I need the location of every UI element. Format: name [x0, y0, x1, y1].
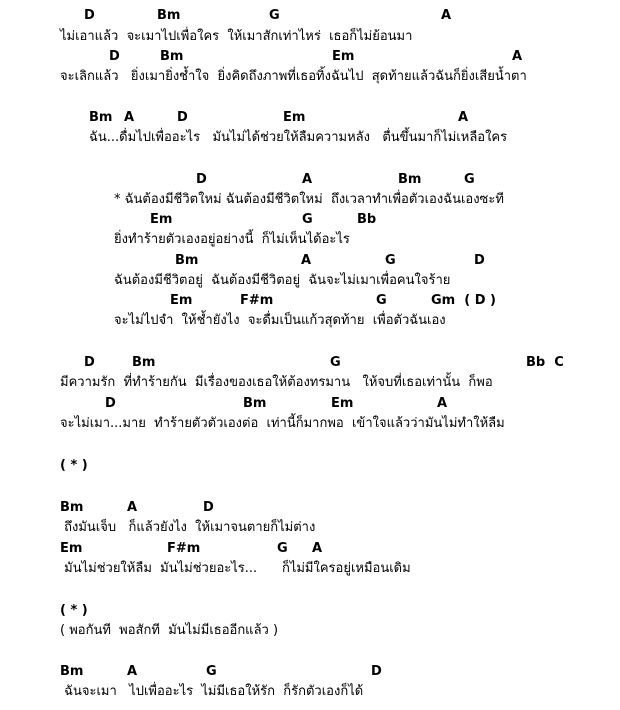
chord-label: A	[302, 172, 313, 187]
lyric-line: ยิ่งทำร้ายตัวเองอยู่อย่างนี้ ก็ไม่เห็นได้อะไร	[114, 232, 350, 247]
chord-label: G	[206, 664, 217, 679]
chord-label: A	[441, 8, 452, 23]
chord-label: G	[302, 212, 313, 227]
chord-label: A	[301, 253, 312, 268]
lyric-line: มันไม่ช่วยให้ลืม มันไม่ช่วยอะไร... ก็ไม่มีใครอยู่เหมือนเดิม	[60, 561, 411, 576]
chord-label: D	[84, 8, 95, 23]
chord-label: Bb C	[526, 355, 564, 370]
chord-label: D	[203, 500, 214, 515]
chord-label: A	[127, 500, 138, 515]
chord-label: A	[437, 396, 448, 411]
chord-label: G	[269, 8, 280, 23]
lyric-line: จะไม่เมา...มาย ทำร้ายตัวตัวเองต่อ เท่านี้ก็มากพอ เข้าใจแล้วว่ามันไม่ทำให้ลืม	[60, 416, 505, 431]
chord-label: A	[512, 49, 523, 64]
chord-label: D	[84, 355, 95, 370]
chord-label: A	[127, 664, 138, 679]
chord-label: A	[312, 541, 323, 556]
lyric-line: มีความรัก ที่ทำร้ายกัน มีเรื่องของเธอให้ต้องทรมาน ให้จบที่เธอเท่านั้น ก็พอ	[60, 375, 493, 390]
lyric-line: ถึงมันเจ็บ ก็แล้วยังไง ให้เมาจนตายก็ไม่ต่าง	[60, 520, 316, 535]
chord-label: D	[474, 253, 485, 268]
chord-label: Gm ( D )	[431, 293, 496, 308]
chord-label: Em	[331, 396, 354, 411]
chord-label: Em	[170, 293, 193, 308]
lyric-line: จะเลิกแล้ว ยิ่งเมายิ่งช้ำใจ ยิ่งคิดถึงภาพที่เธอทิ้งฉันไป สุดท้ายแล้วฉันก็ยิ่งเสียน้ำตา	[60, 69, 527, 84]
chord-label: D	[109, 49, 120, 64]
chord-label: Bm	[175, 253, 199, 268]
chord-label: G	[385, 253, 396, 268]
chord-label: A	[458, 110, 469, 125]
chord-label: G	[376, 293, 387, 308]
chord-label: Em	[150, 212, 173, 227]
repeat-marker: ( * )	[60, 603, 88, 618]
chord-label: D	[177, 110, 188, 125]
chord-label: A	[124, 110, 135, 125]
chord-label: D	[196, 172, 207, 187]
chord-label: Bb	[357, 212, 377, 227]
lyric-line: ไม่เอาแล้ว จะเมาไปเพื่อใคร ให้เมาสักเท่าไหร่ เธอก็ไม่ย้อนมา	[60, 29, 413, 44]
chord-label: Bm	[243, 396, 267, 411]
chord-label: Bm	[60, 500, 84, 515]
lyric-line: * ฉันต้องมีชีวิตใหม่ ฉันต้องมีชีวิตใหม่ ถึงเวลาทำเพื่อตัวเองฉันเองซะที	[114, 192, 504, 207]
chord-label: Bm	[160, 49, 184, 64]
chord-label: D	[371, 664, 382, 679]
chord-label: G	[277, 541, 288, 556]
chord-label: Bm	[157, 8, 181, 23]
chord-label: Bm	[132, 355, 156, 370]
lyric-line: ฉันจะเมา ไปเพื่ออะไร ไม่มีเธอให้รัก ก็รักตัวเองก็ได้	[60, 684, 364, 699]
lyric-line: ฉัน...ดื่มไปเพื่ออะไร มันไม่ได้ช่วยให้ลืมความหลัง ตื่นขึ้นมาก็ไม่เหลือใคร	[89, 130, 508, 145]
chord-label: Bm	[398, 172, 422, 187]
repeat-marker: ( * )	[60, 458, 88, 473]
chord-label: D	[105, 396, 116, 411]
chord-label: F#m	[240, 293, 274, 308]
chord-label: Em	[60, 541, 83, 556]
chord-label: F#m	[167, 541, 201, 556]
chord-label: Bm	[89, 110, 113, 125]
lyric-line: จะไม่ไปจำ ให้ช้ำยังไง จะดื่มเป็นแก้วสุดท้าย เพื่อตัวฉันเอง	[114, 313, 446, 328]
chord-label: Em	[332, 49, 355, 64]
chord-label: Bm	[60, 664, 84, 679]
chord-label: G	[464, 172, 475, 187]
lyric-line: ( พอกันที พอสักที มันไม่มีเธออีกแล้ว )	[60, 623, 279, 638]
chord-label: Em	[283, 110, 306, 125]
lyric-line: ฉันต้องมีชีวิตอยู่ ฉันต้องมีชีวิตอยู่ ฉันจะไม่เมาเพื่อคนใจร้าย	[114, 273, 451, 288]
chord-label: G	[330, 355, 341, 370]
